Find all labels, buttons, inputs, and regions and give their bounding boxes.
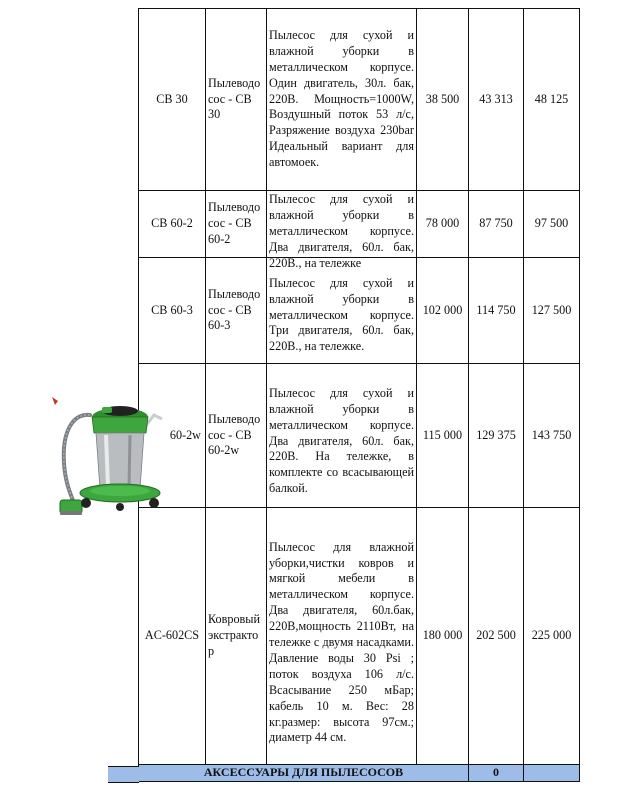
- price-2-cell: 114 750: [469, 258, 524, 364]
- accessories-label: АКСЕССУАРЫ ДЛЯ ПЫЛЕСОСОВ: [139, 765, 469, 782]
- table-row: [139, 9, 580, 191]
- accessories-row-left-fill: [108, 766, 139, 783]
- description-cell: Пылесос для сухой и влажной уборки в металлическом корпусе. Два двигателя, 60л. бак, 220В. На тележке, в комплекте со всасывающей балкой.: [267, 364, 417, 508]
- accessories-empty-cell: [524, 765, 580, 782]
- description-cell: Пылесос для сухой и влажной уборки в металлическом корпусе. Один двигатель, 30л. бак, 220В. Мощность=1000W, Воздушный поток 53 л/с, Разряжение воздуха 230bar Идеальный вариант для автомоек.: [267, 9, 417, 191]
- price-2-cell: 87 750: [469, 191, 524, 258]
- table-row: [139, 191, 580, 258]
- price-2-cell: 202 500: [469, 508, 524, 765]
- price-1-cell: 78 000: [417, 191, 469, 258]
- description-cell: [267, 191, 417, 270]
- wet-dry-vacuum-cleaner-icon: [50, 393, 165, 523]
- price-3-cell: 225 000: [524, 508, 580, 765]
- description-text: Пылесос для сухой и влажной уборки в металлическом корпусе. Два двигателя, 60л. бак, 220В., на тележке: [269, 192, 414, 270]
- price-3-cell: 143 750: [524, 364, 580, 508]
- price-1-cell: 38 500: [417, 9, 469, 191]
- description-cell: Пылесос для сухой и влажной уборки в металлическом корпусе. Три двигателя, 60л. бак, 220В., на тележке.: [267, 258, 417, 364]
- price-1-cell: 180 000: [417, 508, 469, 765]
- type-cell: Пылеводо сос - CB 60-2w: [206, 364, 267, 508]
- table-row: [139, 508, 580, 765]
- type-cell: Пылеводо сос - CB 60-3: [206, 258, 267, 364]
- table-row: [139, 258, 580, 364]
- accessories-count: 0: [469, 765, 524, 782]
- type-cell: Ковровый экстракто р: [206, 508, 267, 765]
- type-cell: Пылеводо сос - CB 60-2: [206, 191, 267, 258]
- model-cell: CB 60-2: [139, 191, 206, 258]
- price-2-cell: 43 313: [469, 9, 524, 191]
- price-3-cell: 97 500: [524, 191, 580, 258]
- model-cell: CB 60-3: [139, 258, 206, 364]
- model-cell: 60-2w: [139, 364, 206, 508]
- price-1-cell: 115 000: [417, 364, 469, 508]
- table-row: [139, 364, 580, 508]
- type-cell: Пылеводо сос - CB 30: [206, 9, 267, 191]
- price-3-cell: 48 125: [524, 9, 580, 191]
- accessories-section-row: [139, 765, 580, 782]
- price-1-cell: 102 000: [417, 258, 469, 364]
- description-cell: Пылесос для влажной уборки,чистки ковров и мягкой мебели в металлическом корпусе. Два двигателя, 60л.бак, 220В,мощность 2110Вт, на тележке с двумя насадками. Давление воды 30 Psi ; поток воздуха 106 л/с. Всасывание 250 мБар; кабель 10 м. Вес: 28 кг.размер: высота 97см.; диаметр 44 см.: [267, 508, 417, 765]
- model-cell: CB 30: [139, 9, 206, 191]
- price-table: [138, 8, 580, 782]
- model-cell: AC-602CS: [139, 508, 206, 765]
- price-3-cell: 127 500: [524, 258, 580, 364]
- price-2-cell: 129 375: [469, 364, 524, 508]
